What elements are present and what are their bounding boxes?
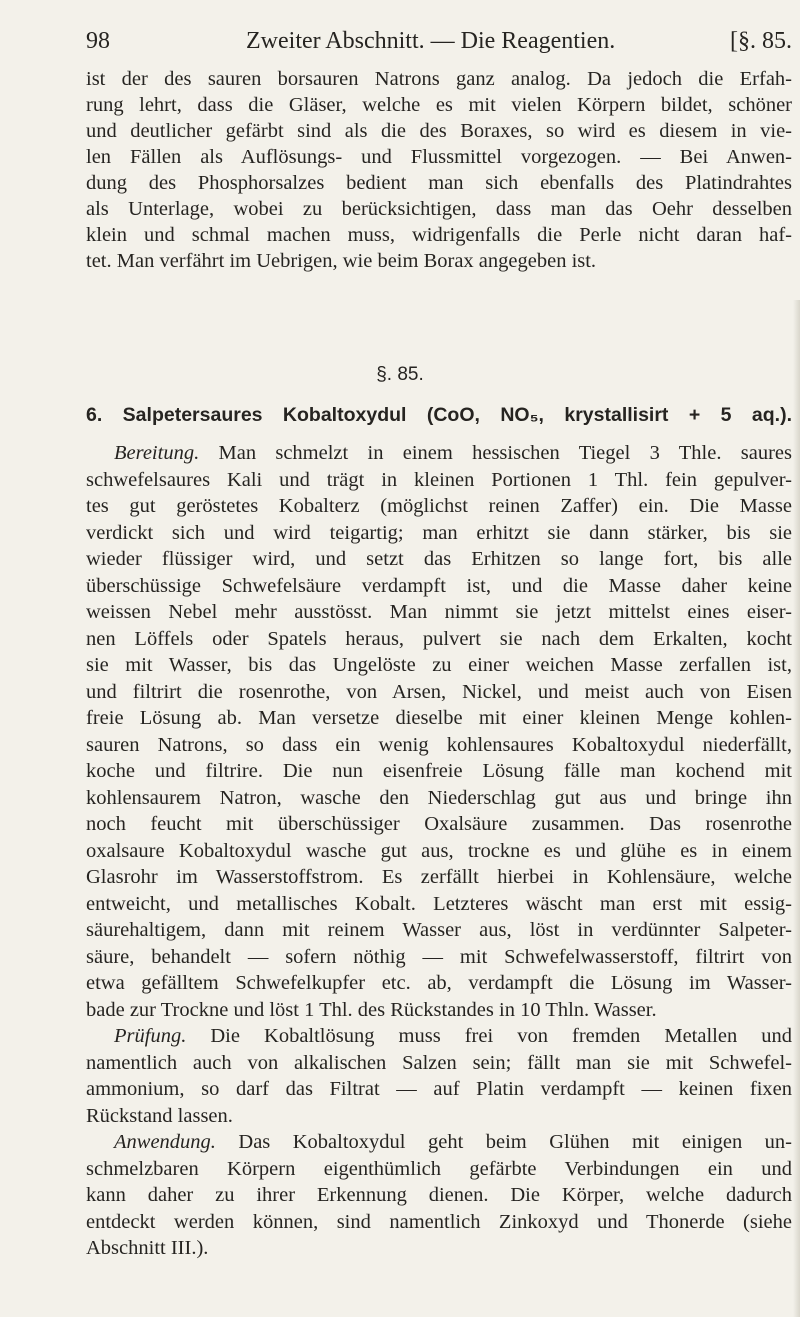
paragraph-number: §. 85. (376, 364, 424, 385)
text-line: schwefelsaures Kali und trägt in kleinen Portionen 1 Thl. fein gepulver- (86, 468, 792, 491)
text-line: und deutlicher gefärbt sind als die des Boraxes, so wird es diesem in vie- (86, 120, 792, 142)
section-heading: 6. Salpetersaures Kobaltoxydul (CoO, NO₅, krystallisirt + 5 aq.). (86, 404, 792, 426)
text-line: Rückstand lassen. (86, 1104, 233, 1127)
text-line: tes gut geröstetes Kobalterz (möglichst reinen Zaffer) ein. Die Masse (86, 495, 792, 517)
text-line: Anwendung. Das Kobaltoxydul geht beim Glühen mit einigen un- (114, 1131, 792, 1153)
text-line: Abschnitt III.). (86, 1237, 209, 1259)
text-line: namentlich auch von alkalischen Salzen sein; fällt man sie mit Schwefel- (86, 1051, 792, 1074)
text-line: Prüfung. Die Kobaltlösung muss frei von fremden Metallen und (114, 1025, 792, 1047)
text-line: nen Löffels oder Spatels heraus, pulvert sie nach dem Erkalten, kocht (86, 627, 792, 650)
text-line: ammonium, so darf das Filtrat — auf Platin verdampft — keinen fixen (86, 1078, 792, 1100)
text-line: len Fällen als Auflösungs- und Flussmittel vorgezogen. — Bei Anwen- (86, 146, 792, 168)
text-line: wieder flüssiger wird, und setzt das Erhitzen so lange fort, bis alle (86, 548, 792, 570)
text-line: sauren Natrons, so dass ein wenig kohlensaures Kobaltoxydul niederfällt, (86, 733, 792, 756)
text-line: verdickt sich und wird teigartig; man erhitzt sie dann stärker, bis sie (86, 521, 792, 544)
text-line: Bereitung. Man schmelzt in einem hessischen Tiegel 3 Thle. saures (114, 442, 792, 464)
paragraph-lead-word: Prüfung. (114, 1025, 187, 1047)
page-header (86, 28, 792, 58)
text-line: noch feucht mit überschüssiger Oxalsäure zusammen. Das rosenrothe (86, 813, 792, 835)
text-line: entdeckt werden können, sind namentlich Zinkoxyd und Thonerde (siehe (86, 1210, 792, 1233)
text-line: klein und schmal machen muss, widrigenfalls die Perle nicht daran haf- (86, 224, 792, 246)
text-line: freie Lösung ab. Man versetze dieselbe mit einer kleinen Menge kohlen- (86, 707, 792, 729)
text-line: überschüssige Schwefelsäure verdampft ist, und die Masse daher keine (86, 574, 792, 597)
text-line: säure, behandelt — sofern nöthig — mit Schwefelwasserstoff, filtrirt von (86, 945, 792, 968)
text-line: als Unterlage, wobei zu berücksichtigen, dass man das Oehr desselben (86, 198, 792, 220)
page-edge-shadow (793, 300, 800, 1317)
paragraph-lead-word: Bereitung. (114, 442, 200, 464)
text-line: dung des Phosphorsalzes bedient man sich ebenfalls des Platindrahtes (86, 172, 792, 194)
text-line: schmelzbaren Körpern eigenthümlich gefärbte Verbindungen ein und (86, 1157, 792, 1180)
text-line: Glasrohr im Wasserstoffstrom. Es zerfällt hierbei in Kohlensäure, welche (86, 866, 792, 888)
text-line: etwa gefälltem Schwefelkupfer etc. ab, verdampft die Lösung im Wasser- (86, 972, 792, 994)
text-line: kann daher zu ihrer Erkennung dienen. Die Körper, welche dadurch (86, 1184, 792, 1206)
text-line: sie mit Wasser, bis das Ungelöste zu einer weichen Masse zerfallen ist, (86, 654, 792, 676)
text-line: koche und filtrire. Die nun eisenfreie Lösung fälle man kochend mit (86, 760, 792, 782)
text-line: ist der des sauren borsauren Natrons ganz analog. Da jedoch die Erfah- (86, 68, 792, 90)
running-title: Zweiter Abschnitt. — Die Reagentien. (246, 28, 616, 54)
text-line: rung lehrt, dass die Gläser, welche es mit vielen Körpern bildet, schöner (86, 94, 792, 116)
text-line: oxalsaure Kobaltoxydul wasche gut aus, trockne es und glühe es in einem (86, 839, 792, 862)
paragraph-lead-word: Anwendung. (114, 1131, 216, 1153)
text-line: entweicht, und metallisches Kobalt. Letzteres wäscht man erst mit essig- (86, 892, 792, 915)
text-line: säurehaltigem, dann mit reinem Wasser aus, löst in verdünnter Salpeter- (86, 919, 792, 941)
section-reference: [§. 85. (730, 28, 792, 54)
text-line: kohlensaurem Natron, wasche den Niederschlag gut aus und bringe ihn (86, 786, 792, 809)
text-line: bade zur Trockne und löst 1 Thl. des Rückstandes in 10 Thln. Wasser. (86, 998, 657, 1021)
text-line: tet. Man verfährt im Uebrigen, wie beim Borax angegeben ist. (86, 250, 597, 272)
text-line: weissen Nebel mehr ausstösst. Man nimmt sie jetzt mittelst eines eiser- (86, 601, 792, 623)
page-number: 98 (86, 28, 110, 54)
text-line: und filtrirt die rosenrothe, von Arsen, Nickel, und meist auch von Eisen (86, 680, 792, 703)
